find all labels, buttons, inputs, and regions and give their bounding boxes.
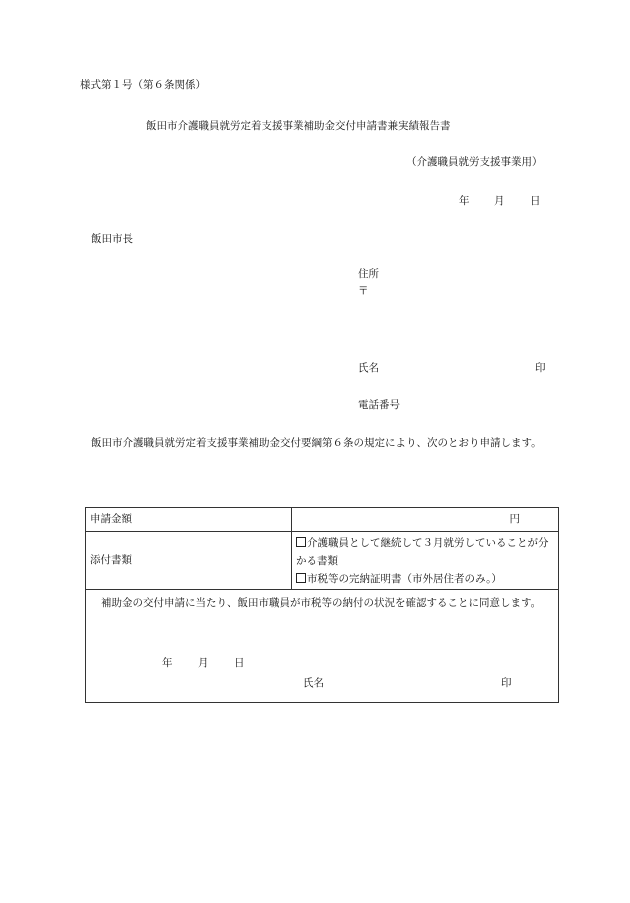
attachments-label: 添付書類 xyxy=(86,532,292,590)
attachments-row xyxy=(86,532,559,590)
amount-unit: 円 xyxy=(509,513,520,525)
date-month-label: 月 xyxy=(494,195,505,207)
applicant-seal-mark: 印 xyxy=(535,362,546,374)
date-day-label: 日 xyxy=(530,195,541,207)
document-subtitle: （介護職員就労支援事業用） xyxy=(406,156,543,168)
application-table xyxy=(85,507,559,703)
attachment-text: 市税等の完納証明書（市外居住者のみ。） xyxy=(307,572,502,585)
attachment-item xyxy=(296,534,554,570)
consent-cell xyxy=(86,590,559,703)
consent-seal-mark: 印 xyxy=(501,677,512,689)
application-statement: 飯田市介護職員就労定着支援事業補助金交付要綱第６条の規定により、次のとおり申請します。 xyxy=(91,437,542,449)
applicant-name-label: 氏名 xyxy=(358,362,379,374)
attachment-checkbox[interactable] xyxy=(296,573,306,583)
consent-text: 補助金の交付申請に当たり、飯田市職員が市税等の納付の状況を確認することに同意します。 xyxy=(101,597,542,609)
consent-row xyxy=(86,590,559,703)
address-label: 住所 xyxy=(358,268,379,280)
consent-date-year-label: 年 xyxy=(162,657,173,669)
consent-date-day-label: 日 xyxy=(234,657,245,669)
attachment-text: 介護職員として継続して３月就労していることが分かる書類 xyxy=(296,536,549,567)
consent-date-month-label: 月 xyxy=(198,657,209,669)
amount-field[interactable] xyxy=(292,508,559,532)
attachment-checkbox[interactable] xyxy=(296,537,306,547)
form-number: 様式第１号（第６条関係） xyxy=(80,79,206,91)
addressee: 飯田市長 xyxy=(91,233,133,245)
amount-row xyxy=(86,508,559,532)
phone-label: 電話番号 xyxy=(358,399,400,411)
attachments-list xyxy=(292,532,559,590)
document-title: 飯田市介護職員就労定着支援事業補助金交付申請書兼実績報告書 xyxy=(146,120,451,132)
postal-mark: 〒 xyxy=(358,285,369,297)
consent-name-label: 氏名 xyxy=(303,677,324,689)
date-year-label: 年 xyxy=(459,195,470,207)
attachment-item xyxy=(296,570,554,588)
amount-label: 申請金額 xyxy=(86,508,292,532)
